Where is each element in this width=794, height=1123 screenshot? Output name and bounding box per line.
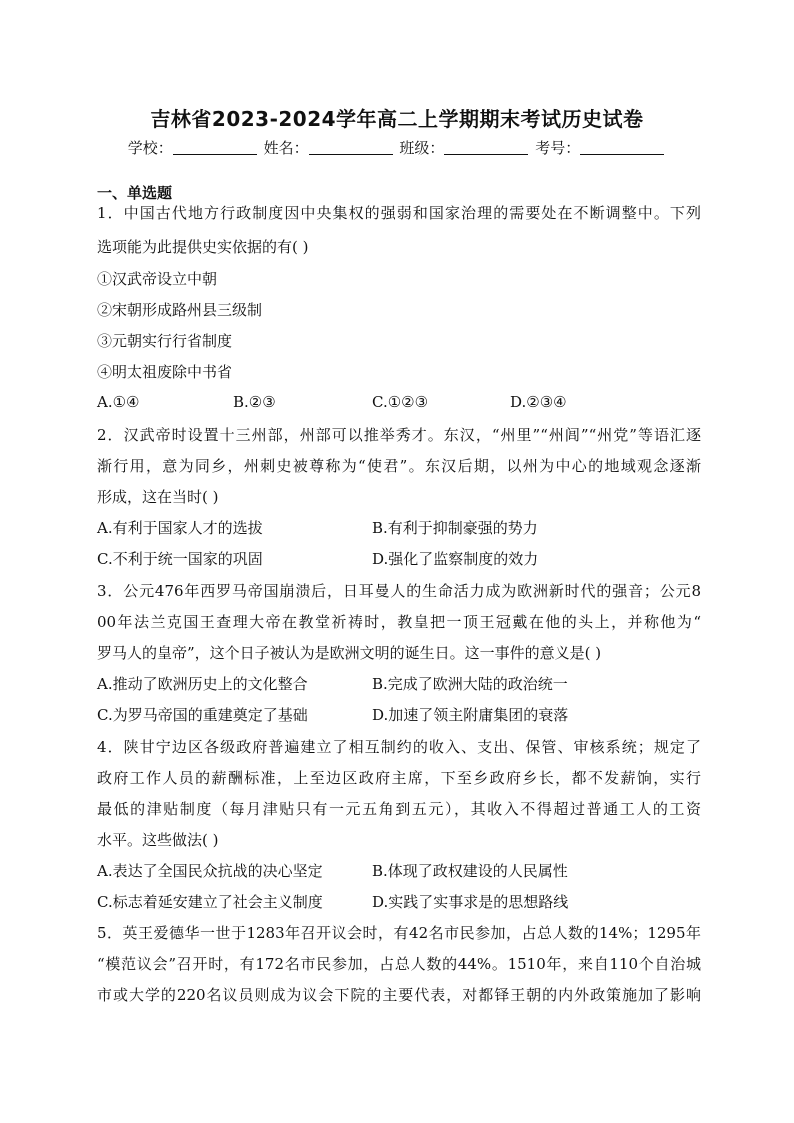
question-1-statement-3: ③元朝实行行省制度 bbox=[97, 332, 233, 350]
exam-title: 吉林省2023-2024学年高二上学期期末考试历史试卷 bbox=[150, 107, 644, 131]
question-1-statement-2: ②宋朝形成路州县三级制 bbox=[97, 301, 263, 319]
question-3-option-a[interactable]: A.推动了欧洲历史上的文化整合 bbox=[97, 675, 308, 693]
class-blank[interactable] bbox=[444, 140, 528, 155]
question-1-option-d[interactable]: D.②③④ bbox=[510, 393, 567, 411]
question-1-statement-4: ④明太祖废除中书省 bbox=[97, 363, 233, 381]
school-label: 学校： bbox=[127, 139, 173, 157]
question-2-line-3: 形成，这在当时( ) bbox=[97, 488, 219, 506]
question-4-line-1: 4．陕甘宁边区各级政府普遍建立了相互制约的收入、支出、保管、审核系统；规定了 bbox=[97, 738, 701, 756]
question-2-option-d[interactable]: D.强化了监察制度的效力 bbox=[372, 550, 539, 568]
question-3-line-2: 00年法兰克国王查理大帝在教堂祈祷时，教皇把一顶王冠戴在他的头上，并称他为“ bbox=[97, 613, 701, 631]
question-1-line-1: 1．中国古代地方行政制度因中央集权的强弱和国家治理的需要处在不断调整中。下列 bbox=[97, 204, 701, 222]
question-1-option-c[interactable]: C.①②③ bbox=[372, 393, 429, 411]
question-3-line-1: 3．公元476年西罗马帝国崩溃后，日耳曼人的生命活力成为欧洲新时代的强音；公元8 bbox=[97, 582, 701, 600]
name-blank[interactable] bbox=[309, 140, 393, 155]
question-3-option-d[interactable]: D.加速了领主附庸集团的衰落 bbox=[372, 706, 569, 724]
question-2-line-1: 2．汉武帝时设置十三州部，州部可以推举秀才。东汉，“州里”“州闾”“州党”等语汇逐 bbox=[97, 426, 701, 444]
section-heading: 一、单选题 bbox=[97, 184, 173, 202]
question-2-option-b[interactable]: B.有利于抑制豪强的势力 bbox=[372, 519, 538, 537]
question-4-option-c[interactable]: C.标志着延安建立了社会主义制度 bbox=[97, 893, 323, 911]
question-3-option-b[interactable]: B.完成了欧洲大陆的政治统一 bbox=[372, 675, 568, 693]
question-1-option-b[interactable]: B.②③ bbox=[233, 393, 276, 411]
name-label: 姓名： bbox=[263, 139, 309, 157]
question-3-line-3: 罗马人的皇帝”，这个日子被认为是欧洲文明的诞生日。这一事件的意义是( ) bbox=[97, 644, 602, 662]
question-1-statement-1: ①汉武帝设立中朝 bbox=[97, 270, 218, 288]
class-label: 班级： bbox=[399, 139, 445, 157]
question-4-option-d[interactable]: D.实践了实事求是的思想路线 bbox=[372, 893, 569, 911]
question-2-line-2: 渐行用，意为同乡，州刺史被尊称为“使君”。东汉后期，以州为中心的地域观念逐渐 bbox=[97, 457, 701, 475]
question-4-option-a[interactable]: A.表达了全国民众抗战的决心坚定 bbox=[97, 862, 323, 880]
student-info-line bbox=[0, 137, 794, 158]
question-2-option-c[interactable]: C.不利于统一国家的巩固 bbox=[97, 550, 263, 568]
exam-number-blank[interactable] bbox=[580, 140, 664, 155]
question-4-line-4: 水平。这些做法( ) bbox=[97, 831, 219, 849]
question-5-line-3: 市或大学的220名议员则成为议会下院的主要代表，对都铎王朝的内外政策施加了影响 bbox=[97, 986, 701, 1004]
question-5-line-1: 5．英王爱德华一世于1283年召开议会时，有42名市民参加，占总人数的14%；1295年 bbox=[97, 924, 701, 942]
question-3-option-c[interactable]: C.为罗马帝国的重建奠定了基础 bbox=[97, 706, 308, 724]
question-4-line-2: 政府工作人员的薪酬标准，上至边区政府主席，下至乡政府乡长，都不发薪饷，实行 bbox=[97, 769, 701, 787]
question-1-option-a[interactable]: A.①④ bbox=[97, 393, 140, 411]
exam-number-label: 考号： bbox=[535, 139, 581, 157]
question-4-option-b[interactable]: B.体现了政权建设的人民属性 bbox=[372, 862, 568, 880]
question-5-line-2: “模范议会”召开时，有172名市民参加，占总人数的44%。1510年，来自110个自治城 bbox=[97, 955, 701, 973]
question-4-line-3: 最低的津贴制度（每月津贴只有一元五角到五元），其收入不得超过普通工人的工资 bbox=[97, 800, 701, 818]
question-1-line-2: 选项能为此提供史实依据的有( ) bbox=[97, 238, 309, 256]
question-2-option-a[interactable]: A.有利于国家人才的选拔 bbox=[97, 519, 263, 537]
school-blank[interactable] bbox=[173, 140, 257, 155]
